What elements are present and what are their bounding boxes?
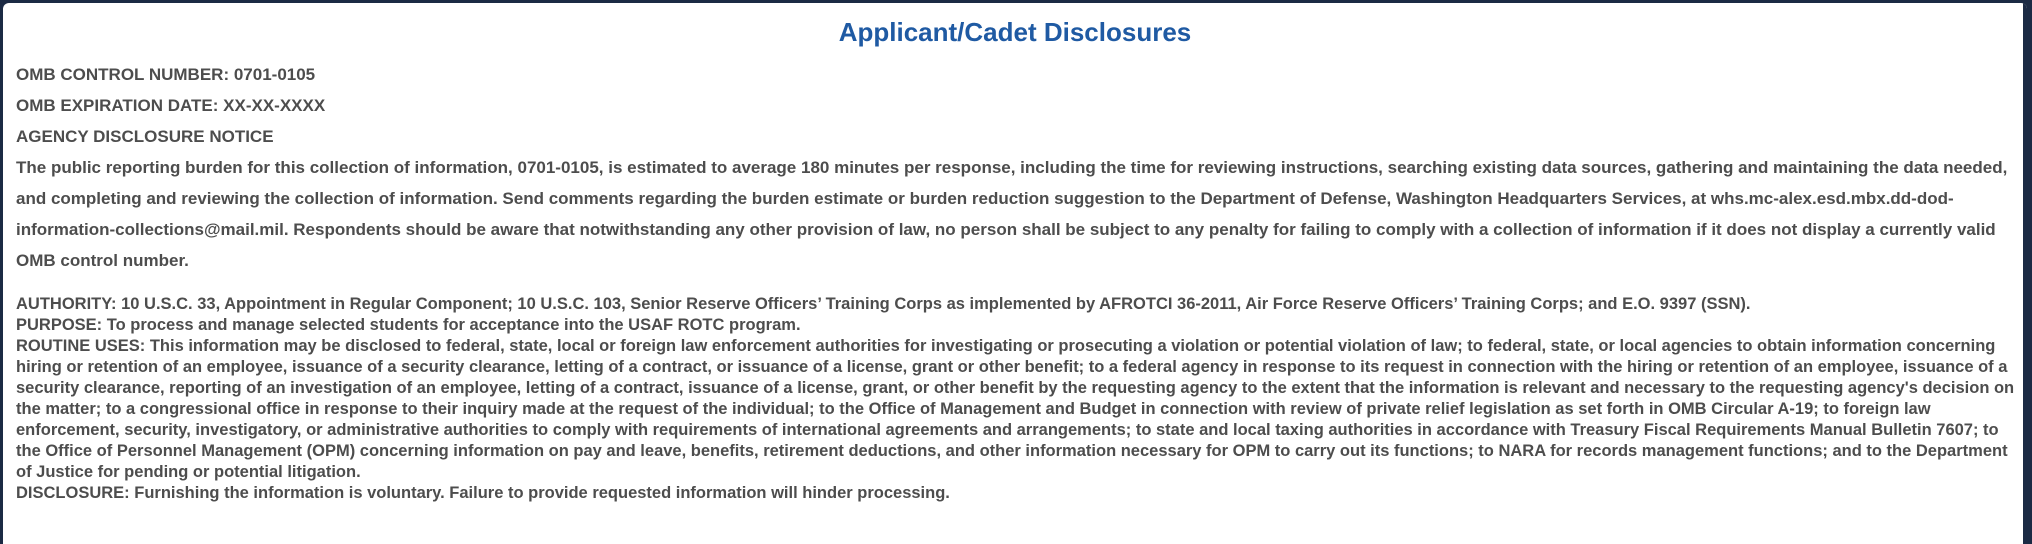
omb-expiration-date: OMB EXPIRATION DATE: XX-XX-XXXX xyxy=(16,96,326,115)
disclosure-content xyxy=(16,59,2017,504)
authority-text: AUTHORITY: 10 U.S.C. 33, Appointment in Regular Component; 10 U.S.C. 103, Senior Reserve Officers’ Training Corps as implemented by AFROTCI 36-2011, Air Force Reserve Officers’ Training Corps; and E.O. 9397 (SSN). xyxy=(16,295,1751,313)
privacy-act-statement xyxy=(16,294,2017,504)
disclosures-dialog xyxy=(3,3,2027,544)
disclosure-text: DISCLOSURE: Furnishing the information is voluntary. Failure to provide requested information will hinder processing. xyxy=(16,484,950,502)
omb-control-number: OMB CONTROL NUMBER: 0701-0105 xyxy=(16,65,316,84)
agency-disclosure-notice-heading: AGENCY DISCLOSURE NOTICE xyxy=(16,127,274,146)
burden-statement: The public reporting burden for this collection of information, 0701-0105, is estimated to average 180 minutes per response, including the time for reviewing instructions, searching existing data sources, gathering and maintaining the data needed, and completing and reviewing the collection of information. Send comments regarding the burden estimate or burden reduction suggestion to the Department of Defense, Washington Headquarters Services, at whs.mc-alex.esd.mbx.dd-dod-information-collections@mail.mil. Respondents should be aware that notwithstanding any other provision of law, no person shall be subject to any penalty for failing to comply with a collection of information if it does not display a currently valid OMB control number. xyxy=(16,158,2008,270)
window-edge xyxy=(2023,3,2027,544)
purpose-text: PURPOSE: To process and manage selected students for acceptance into the USAF ROTC program. xyxy=(16,316,801,334)
routine-uses-text: ROUTINE USES: This information may be disclosed to federal, state, local or foreign law enforcement authorities for investigating or prosecuting a violation or potential violation of law; to federal, state, or local agencies to obtain information concerning hiring or retention of an employee, issuance of a security clearance, letting of a contract, or issuance of a license, grant or other benefit; to a federal agency in response to its request in connection with the hiring or retention of an employee, issuance of a security clearance, reporting of an investigation of an employee, letting of a contract, issuance of a license, grant, or other benefit by the requesting agency to the extent that the information is relevant and necessary to the requesting agency's decision on the matter; to a congressional office in response to their inquiry made at the request of the individual; to the Office of Management and Budget in connection with review of private relief legislation as set forth in OMB Circular A-19; to foreign law enforcement, security, investigatory, or administrative authorities to comply with requirements of international agreements and arrangements; to state and local taxing authorities in accordance with Treasury Fiscal Requirements Manual Bulletin 7607; to the Office of Personnel Management (OPM) concerning information on pay and leave, benefits, retirement deductions, and other information necessary for OPM to carry out its functions; to NARA for records management functions; and to the Department of Justice for pending or potential litigation. xyxy=(16,337,2019,481)
page-title: Applicant/Cadet Disclosures xyxy=(838,17,1192,47)
